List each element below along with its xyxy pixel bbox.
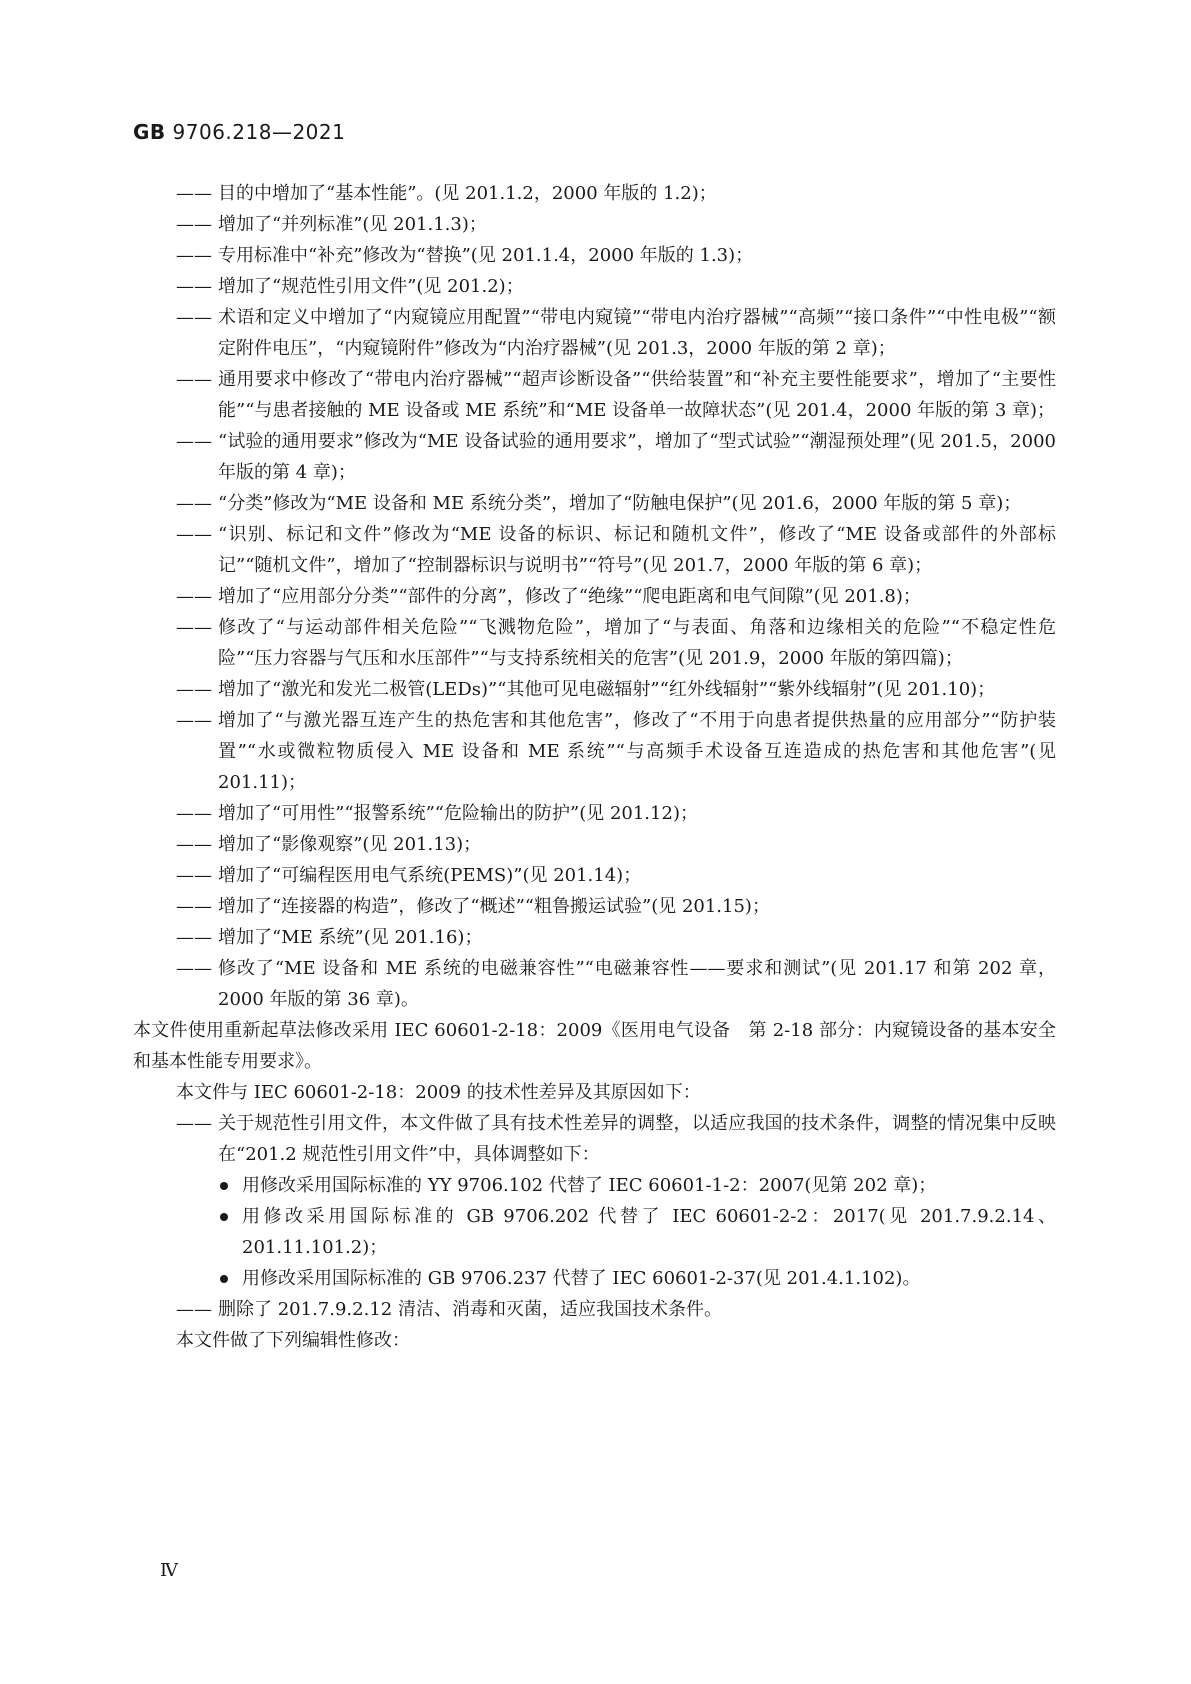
bullet-text: 用修改采用国际标准的 GB 9706.237 代替了 IEC 60601-2-37(见 201.4.1.102)。 — [242, 1268, 921, 1289]
list-item — [176, 209, 1056, 240]
list-item-text: 关于规范性引用文件，本文件做了具有技术性差异的调整，以适应我国的技术条件，调整的情况集中反映在“201.2 规范性引用文件”中，具体调整如下： — [218, 1113, 1056, 1165]
list-dash: —— — [176, 958, 212, 979]
list-item — [176, 829, 1056, 860]
list-dash: —— — [176, 803, 212, 824]
list-item — [176, 364, 1056, 426]
list-dash: —— — [176, 679, 212, 700]
list-item — [176, 674, 1056, 705]
list-item-text: “试验的通用要求”修改为“ME 设备试验的通用要求”，增加了“型式试验”“潮湿预处理”(见 201.5，2000 年版的第 4 章)； — [218, 431, 1056, 483]
list-item-text: 增加了“影像观察”(见 201.13)； — [218, 834, 482, 855]
list-item — [176, 240, 1056, 271]
list-item — [176, 953, 1056, 1015]
list-item — [176, 302, 1056, 364]
list-dash: —— — [176, 183, 212, 204]
list-dash: —— — [176, 276, 212, 297]
list-dash: —— — [176, 307, 212, 328]
standard-number: 9706.218—2021 — [172, 120, 346, 144]
list-dash: —— — [176, 524, 212, 545]
bullet-dot-icon — [220, 1213, 228, 1221]
list-dash: —— — [176, 369, 212, 390]
list-item-text: 专用标准中“补充”修改为“替换”(见 201.1.4，2000 年版的 1.3)； — [218, 245, 754, 266]
list-dash: —— — [176, 617, 212, 638]
list-item — [176, 798, 1056, 829]
list-item-text: 增加了“ME 系统”(见 201.16)； — [218, 927, 483, 948]
adoption-paragraph: 本文件使用重新起草法修改采用 IEC 60601-2-18：2009《医用电气设备 第 2-18 部分：内窥镜设备的基本安全和基本性能专用要求》。 — [133, 1020, 1056, 1072]
list-dash: —— — [176, 710, 212, 731]
list-item-text: “识别、标记和文件”修改为“ME 设备的标识、标记和随机文件”，修改了“ME 设备或部件的外部标记”“随机文件”，增加了“控制器标识与说明书”“符号”(见 201.7，2000 年版的第 6 章)； — [218, 524, 1056, 576]
list-dash: —— — [176, 1299, 212, 1320]
list-dash: —— — [176, 1113, 212, 1134]
list-dash: —— — [176, 493, 212, 514]
list-dash: —— — [176, 834, 212, 855]
list-item — [176, 178, 1056, 209]
list-item-text: 增加了“应用部分分类”“部件的分离”，修改了“绝缘”“爬电距离和电气间隙”(见 201.8)； — [218, 586, 921, 607]
standard-prefix: GB — [133, 120, 166, 144]
bullet-text: 用修改采用国际标准的 GB 9706.202 代替了 IEC 60601-2-2：2017(见 201.7.9.2.14、201.11.101.2)； — [242, 1206, 1056, 1258]
list-item-text: 术语和定义中增加了“内窥镜应用配置”“带电内窥镜”“带电内治疗器械”“高频”“接口条件”“中性电极”“额定附件电压”，“内窥镜附件”修改为“内治疗器械”(见 201.3，2000 年版的第 2 章)； — [218, 307, 1056, 359]
bullet-text: 用修改采用国际标准的 YY 9706.102 代替了 IEC 60601-1-2：2007(见第 202 章)； — [242, 1175, 937, 1196]
list-item — [176, 612, 1056, 674]
list-dash: —— — [176, 214, 212, 235]
list-item-text: 修改了“ME 设备和 ME 系统的电磁兼容性”“电磁兼容性——要求和测试”(见 201.17 和第 202 章，2000 年版的第 36 章)。 — [218, 958, 1056, 1010]
standard-header — [133, 120, 345, 144]
list-item-text: 增加了“可用性”“报警系统”“危险输出的防护”(见 201.12)； — [218, 803, 698, 824]
list-item — [176, 891, 1056, 922]
list-dash: —— — [176, 245, 212, 266]
list-item-text: 增加了“连接器的构造”，修改了“概述”“粗鲁搬运试验”(见 201.15)； — [218, 896, 770, 917]
list-item — [176, 1294, 1056, 1325]
list-item — [176, 581, 1056, 612]
document-body — [133, 178, 1056, 1356]
list-item-text: 增加了“并列标准”(见 201.1.3)； — [218, 214, 487, 235]
list-item — [176, 519, 1056, 581]
list-item-text: 增加了“激光和发光二极管(LEDs)”“其他可见电磁辐射”“红外线辐射”“紫外线辐射”(见 201.10)； — [218, 679, 996, 700]
bullet-dot-icon — [220, 1182, 228, 1190]
list-item — [176, 426, 1056, 488]
list-item-text: 增加了“可编程医用电气系统(PEMS)”(见 201.14)； — [218, 865, 642, 886]
bullet-item — [176, 1201, 1056, 1263]
list-dash: —— — [176, 586, 212, 607]
list-dash: —— — [176, 927, 212, 948]
list-item — [176, 705, 1056, 798]
list-dash: —— — [176, 896, 212, 917]
bullet-item — [176, 1263, 1056, 1294]
bullet-list — [176, 1170, 1056, 1294]
page-number: Ⅳ — [160, 1560, 178, 1581]
bullet-item — [176, 1170, 1056, 1201]
list-item — [176, 1108, 1056, 1170]
editorial-intro: 本文件做了下列编辑性修改： — [176, 1330, 410, 1351]
list-item-text: 修改了“与运动部件相关危险”“飞溅物危险”，增加了“与表面、角落和边缘相关的危险”“不稳定性危险”“压力容器与气压和水压部件”“与支持系统相关的危害”(见 201.9，2000 年版的第四篇)； — [218, 617, 1056, 669]
list-item-text: “分类”修改为“ME 设备和 ME 系统分类”，增加了“防触电保护”(见 201.6，2000 年版的第 5 章)； — [218, 493, 1022, 514]
list-dash: —— — [176, 431, 212, 452]
difference-intro: 本文件与 IEC 60601-2-18：2009 的技术性差异及其原因如下： — [176, 1082, 701, 1103]
list-item — [176, 488, 1056, 519]
list-item — [176, 922, 1056, 953]
list-item-text: 增加了“规范性引用文件”(见 201.2)； — [218, 276, 524, 297]
list-item — [176, 860, 1056, 891]
bullet-dot-icon — [220, 1275, 228, 1283]
list-item-text: 增加了“与激光器互连产生的热危害和其他危害”，修改了“不用于向患者提供热量的应用部分”“防护装置”“水或微粒物质侵入 ME 设备和 ME 系统”“与高频手术设备互连造成的热危害和其他危害”(见 201.11)； — [218, 710, 1056, 793]
list-dash: —— — [176, 865, 212, 886]
list-item-text: 目的中增加了“基本性能”。(见 201.1.2，2000 年版的 1.2)； — [218, 183, 717, 204]
list-item-text: 通用要求中修改了“带电内治疗器械”“超声诊断设备”“供给装置”和“补充主要性能要求”，增加了“主要性能”“与患者接触的 ME 设备或 ME 系统”和“ME 设备单一故障状态”(见 201.4，2000 年版的第 3 章)； — [218, 369, 1056, 421]
list-item — [176, 271, 1056, 302]
change-list — [176, 178, 1056, 1015]
list-item-text: 删除了 201.7.9.2.12 清洁、消毒和灭菌，适应我国技术条件。 — [218, 1299, 722, 1320]
